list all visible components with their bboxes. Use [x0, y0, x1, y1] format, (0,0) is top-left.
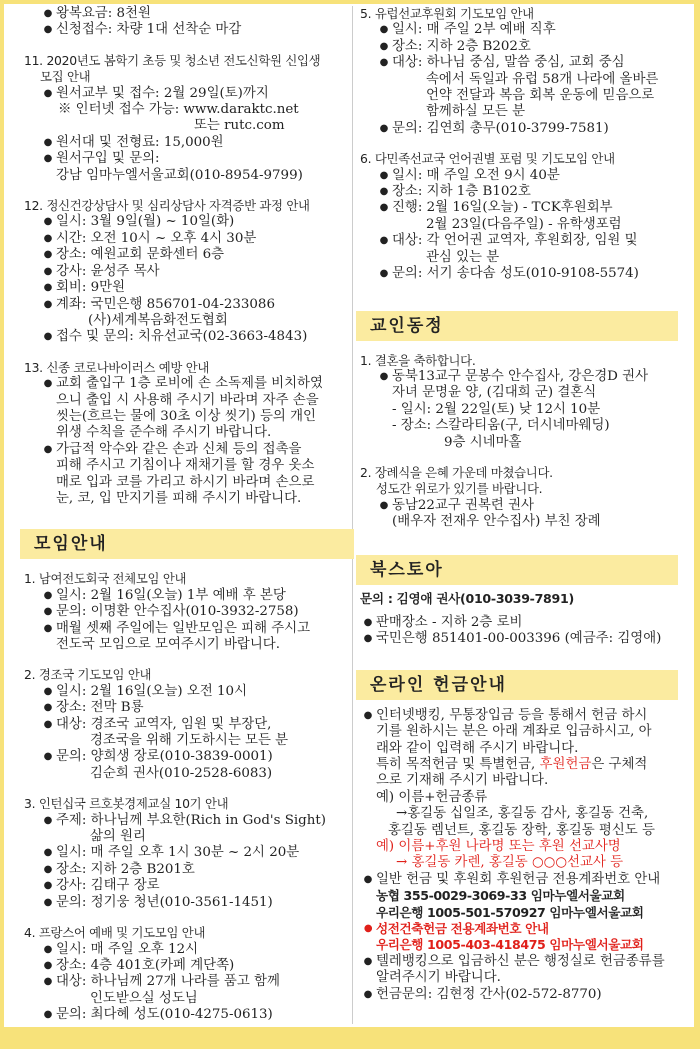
meeting-6: [360, 151, 678, 282]
list-item: ● 성전건축헌금 전용계좌번호 안내: [363, 921, 549, 937]
list-item: ● 강사: 윤성주 목사: [43, 263, 160, 279]
list-item: ● 문의: 정기웅 청년(010-3561-1451): [43, 894, 273, 910]
meeting-1: [24, 571, 354, 653]
list-item: ● 대상: 경조국 교역자, 임원 및 부장단,: [43, 716, 272, 732]
list-item: ● 동북13교구 문봉수 안수집사, 강은경D 권사: [379, 368, 649, 384]
note: 강남 임마누엘서울교회(010-8954-9799): [56, 167, 303, 183]
list-item: ● 매월 셋째 주일에는 일반모임은 피해 주시고: [43, 620, 311, 636]
list-item: ● 접수 및 문의: 치유선교국(02-3663-4843): [43, 329, 308, 345]
list-item: ● 인터넷뱅킹, 무통장입금 등을 통해서 헌금 하시 기를 원하시는 분은 아래 계좌로 입금하시고, 아 래와 같이 입력해 주시기 바랍니다. 특히 목적헌금 및 특별헌금, 후원헌금은 구체적 으로 기재해 주시기 바랍니다.: [363, 707, 652, 789]
list-item: ● 주제: 하나님께 부요한(Rich in God's Sight): [43, 812, 326, 828]
section-banner-bookstore: 북스토아: [356, 555, 678, 585]
example-red: 예) 이름+후원 나라명 또는 후원 선교사명: [376, 839, 621, 855]
list-item: ● 동남22교구 권복련 권사: [379, 497, 534, 513]
example: 예) 이름+헌금종류: [376, 789, 488, 805]
section-title: 1. 결혼을 축하합니다.: [360, 352, 476, 368]
meeting-2: [24, 667, 354, 782]
page-frame-left: [0, 0, 4, 1049]
note: 인도받으실 성도님: [90, 990, 198, 1006]
list-item: ● 일반 헌금 및 후원회 후원헌금 전용계좌번호 안내: [363, 871, 661, 887]
instruction-line: 특히 목적헌금 및 특별헌금, 후원헌금은 구체적: [376, 757, 648, 772]
page-frame-right: [694, 0, 700, 1049]
member-news-1: [360, 353, 678, 451]
note: 자녀 문명윤 양, (김대희 군) 결혼식: [392, 385, 597, 401]
section-title: 13. 신종 코로나바이러스 예방 안내: [24, 359, 210, 375]
account-woori: 우리은행 1005-501-570927 임마누엘서울교회: [376, 904, 644, 920]
section-title-line2: 성도간 위로가 있기를 바랍니다.: [376, 481, 543, 497]
note: (배우자 전재우 안수집사) 부친 장례: [392, 514, 601, 530]
page-frame-top: [0, 0, 700, 4]
note: 9층 시네마홀: [444, 434, 522, 450]
list-item: ● 판매장소 - 지하 2층 로비: [363, 614, 523, 630]
list-item: ● 일시: 매 주일 2부 예배 직후: [379, 22, 556, 38]
list-item: ● 왕복요금: 8천원: [43, 6, 151, 21]
list-item: ● 일시: 2월 16일(오늘) 오전 10시: [43, 683, 248, 699]
list-item: ● 대상: 하나님께 27개 나라를 품고 함께: [43, 974, 280, 990]
list-item: ● 문의: 최다혜 성도(010-4275-0613): [43, 1007, 273, 1023]
list-item: ● 원서구입 및 문의:: [43, 151, 160, 167]
list-item: ● 문의: 김연희 총무(010-3799-7581): [379, 120, 609, 136]
section-title: 1. 남여전도회국 전체모임 안내: [24, 571, 187, 587]
list-item: ● 대상: 하나님 중심, 말씀 중심, 교회 중심: [379, 55, 625, 71]
note: 관심 있는 분: [426, 249, 500, 265]
bookstore: [360, 591, 678, 648]
list-item: ● 일시: 매 주일 오후 1시 30분 ~ 2시 20분: [43, 845, 300, 861]
section-title: 2. 장례식을 은혜 가운데 마쳤습니다.: [360, 464, 553, 480]
account-nonghyup: 농협 355-0029-3069-33 임마누엘서울교회: [376, 888, 625, 904]
note: 전도국 모임으로 모여주시기 바랍니다.: [56, 637, 280, 652]
meeting-5: [360, 6, 678, 137]
list-item: ● 신청접수: 차량 1대 선착순 마감: [43, 22, 242, 38]
account-building: 우리은행 1005-403-418475 임마누엘서울교회: [376, 937, 644, 953]
online-offering: [360, 708, 678, 1003]
list-item: ● 장소: 예원교회 문화센터 6층: [43, 247, 225, 263]
list-item: ● 원서교부 및 접수: 2월 29일(토)까지: [43, 85, 269, 101]
list-item: ● 계좌: 국민은행 856701-04-233086: [43, 296, 275, 312]
list-item: ● 텔레뱅킹으로 입금하신 분은 행정실로 헌금종류를 알려주시기 바랍니다.: [363, 953, 665, 986]
list-item: ● 강사: 김태구 장로: [43, 878, 160, 894]
note: 함께하실 모든 분: [426, 104, 526, 120]
note: 언약 전달과 복음 회복 운동에 믿음으로: [426, 88, 655, 104]
bookstore-contact: 문의 : 김영애 권사(010-3039-7891): [360, 590, 574, 606]
page-frame-bottom: [0, 1027, 700, 1049]
note: 경조국을 위해 기도하시는 모든 분: [90, 733, 289, 749]
list-item: ● 일시: 3월 9일(월) ~ 10일(화): [43, 214, 235, 230]
section-title: 4. 프랑스어 예배 및 기도모임 안내: [24, 925, 206, 941]
section-title: 5. 유럽선교후원회 기도모임 안내: [360, 6, 534, 21]
note: 김순희 권사(010-2528-6083): [90, 765, 273, 781]
note: 속에서 독일과 유럽 58개 나라에 올바른: [426, 71, 659, 87]
list-item: ● 원서대 및 전형료: 15,000원: [43, 134, 224, 150]
list-item: ● 교회 출입구 1층 로비에 손 소독제를 비치하였 으니 출입 시 사용해 주시기 바라며 자주 손을 씻는(흐르는 물에 30초 이상 씻기) 등의 개인 위생 수칙을 준수해 주시기 바랍니다.: [43, 376, 323, 441]
list-item: ● 일시: 매 주일 오후 12시: [43, 941, 199, 957]
note: 또는 rutc.com: [194, 118, 285, 134]
section-title: 6. 다민족선교국 언어권별 포럼 및 기도모임 안내: [360, 151, 615, 167]
section-title: 12. 정신건강상담사 및 심리상담사 자격증반 과정 안내: [24, 198, 310, 214]
list-item: ● 대상: 각 언어권 교역자, 후원회장, 임원 및: [379, 233, 638, 249]
list-item: ● 장소: 지하 1층 B102호: [379, 184, 531, 200]
section-title: 3. 인턴십국 르호봇경제교실 10기 안내: [24, 796, 229, 812]
section-title-line2: 모집 안내: [40, 69, 91, 85]
note: (사)세계복음화전도협회: [88, 312, 228, 328]
list-item: ● 장소: 지하 2층 B201호: [43, 861, 195, 877]
list-item: ● 문의: 서기 송다솜 성도(010-9108-5574): [379, 266, 639, 282]
list-item: ● 장소: 지하 2층 B202호: [379, 38, 531, 54]
section-banner-online-offering: 온라인 헌금안내: [356, 670, 678, 700]
notice-12: [24, 198, 354, 346]
list-item: ● 시간: 오전 10시 ~ 오후 4시 30분: [43, 230, 257, 246]
example-red: → 홍길동 카렌, 홍길동 ○○○선교사 등: [396, 855, 624, 871]
section-title: 2. 경조국 기도모임 안내: [24, 667, 152, 683]
list-item: ● 진행: 2월 16일(오늘) - TCK후원회부: [379, 200, 613, 216]
list-item: ● 일시: 매 주일 오전 9시 40분: [379, 167, 560, 183]
note: - 장소: 스칼라티움(구, 더시네마웨딩): [392, 418, 610, 434]
note: 삶의 원리: [90, 829, 146, 845]
list-item: ● 가급적 악수와 같은 손과 신체 등의 접촉을 피해 주시고 기침이나 재채기를 할 경우 옷소 매로 입과 코를 가리고 하시기 바라며 손으로 눈, 코, 입 만지기를 피해 주시기 바랍니다.: [43, 441, 315, 506]
list-item: ● 국민은행 851401-00-003396 (예금주: 김영애): [363, 631, 662, 647]
list-item: ● 헌금문의: 김현정 간사(02-572-8770): [363, 986, 602, 1002]
note: - 일시: 2월 22일(토) 낮 12시 10분: [392, 401, 601, 417]
list-item: ● 장소: 4층 401호(카페 계단쪽): [43, 957, 235, 973]
meeting-3: [24, 796, 354, 911]
notice-11: [24, 53, 354, 184]
list-item: ● 문의: 이명환 안수집사(010-3932-2758): [43, 604, 299, 620]
meeting-4: [24, 925, 354, 1023]
member-news-2: [360, 465, 678, 531]
list-item: ● 장소: 전막 B룡: [43, 700, 144, 716]
list-item: ● 회비: 9만원: [43, 280, 126, 296]
right-column: [360, 6, 678, 1003]
left-column: [24, 6, 354, 1024]
notice-13: [24, 360, 354, 508]
list-item: ● 일시: 2월 16일(오늘) 1부 예배 후 본당: [43, 587, 286, 603]
section-banner-meetings: 모임안내: [20, 529, 354, 559]
list-item: ● 문의: 양희생 장로(010-3839-0001): [43, 749, 273, 765]
section-banner-members: 교인동정: [356, 311, 678, 341]
example: →홍길동 십일조, 홍길동 감사, 홍길동 건축,: [396, 806, 649, 822]
section-title: 11. 2020년도 봄학기 초등 및 청소년 전도신학원 신입생: [24, 52, 321, 68]
note: ※ 인터넷 접수 가능: www.daraktc.net: [58, 102, 299, 118]
note: 2월 23일(다음주일) - 유학생포럼: [426, 216, 622, 232]
example: 홍길동 렘넌트, 홍길동 장학, 홍길동 평신도 등: [388, 822, 655, 838]
